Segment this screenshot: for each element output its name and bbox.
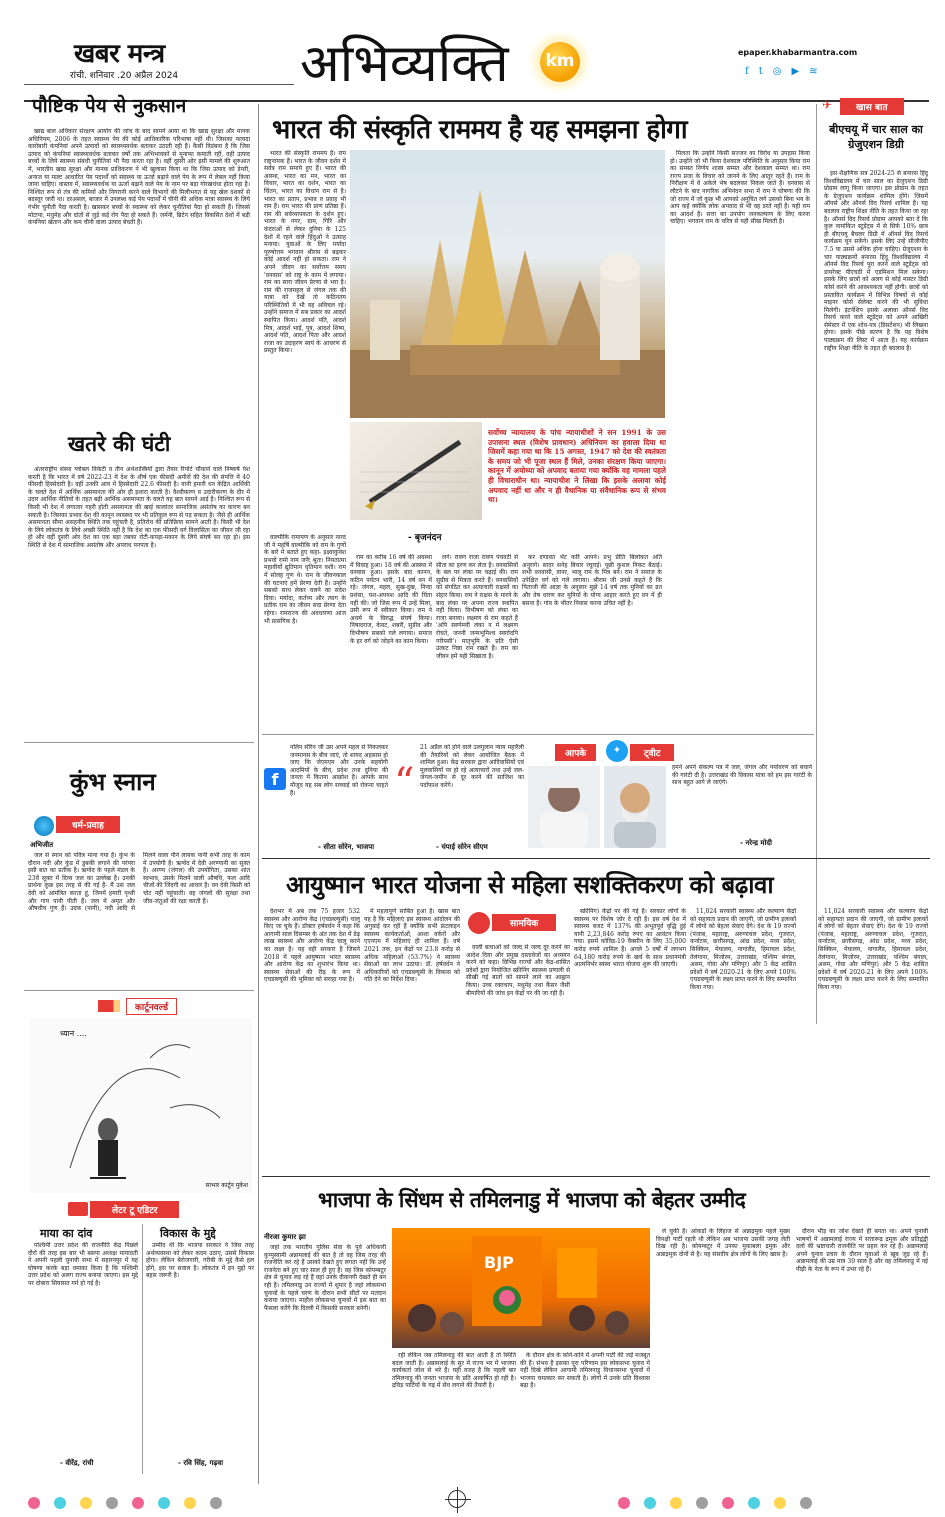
reg-dot — [618, 1497, 630, 1509]
main-pullquote — [488, 428, 666, 546]
plane-icon: ✈ — [822, 98, 833, 112]
champai-photo — [528, 766, 600, 848]
cartoon-credit: साभार कार्टून मुकेश — [205, 1182, 248, 1189]
reg-dot — [748, 1497, 760, 1509]
main-col4-text: लगे। रावण राजा रावण पंचवटी से सीता का हरण कर लेता है। वनवासियों के बल पर लंका पर चढ़ाई की। राम सुग्रीव से मित्रता करते हैं। वनवासियों को संगठित कर अत्याचारी राक्षसों का संहार किया। राम ने राक्षस के मारने के बाद लंका पर अपना राज्य स्थापित नहीं किया। विभीषण को लंका का राजा बनाया। लक्ष्मण से राम कहते हैं 'अपि स्वर्णमयी लंका न मे लक्ष्मण रोचते, जननी जन्मभूमिश्च स्वर्गादपि गरीयसी'। मातृभूमि के प्रति ऐसी उत्कट निष्ठा राम रखते हैं। राम का जीवन हमें यही सिखाता है। — [436, 554, 518, 660]
article2-text: अंतरराष्ट्रीय संस्था ग्लोबल विकेटी व तीन अर्थशास्त्रियों द्वारा तैयार रिपोर्ट चौंकाने वाले निष्कर्ष पेश करती है कि भारत में वर्ष 2022-23 में देश के शीर्ष एक फीसदी अमीरों की देश की संपत्ति में 40 फीसदी हिस्सेदारी है। वहीं उनकी आय में हिस्सेदारी 22.6 फीसदी है। यानी हमारी धन केंद्रित आर्थिकी के चलते देश में आर्थिक असमानता की ओर ही इशारा करती है। वैश्वीकरण व उदारीकरण के दौर में उदार आर्थिक नीतियों के तहत बढ़ी आर्थिक असमानता के चलते यह बात सामने आई है। निश्चित रूप से किसी भी देश में लगातार गहरी होती असमानता की खाई कालांतर सामाजिक असंतोष का कारण बन सकती है। जिसका प्रभाव देश की कानून व्यवस्था पर भी प्रतिकूल रूप से पड़ सकता है। जैसे ही आर्थिक असमानता सीमा असहनीय स्थिति तक पहुंचती है, प्रतिरोध की प्रतिक्रिया सामने आती है। किसी भी देश के लिये लोकतंत्र के लिये अच्छी स्थिति नहीं है कि देश का एक फीसदी वर्ग विलासिता का जीवन जी रहा हो और वहीं दूसरी ओर देश का एक बड़ा तबका रोटी-कपड़ा-मकान के लिये संघर्ष कर रहा हो। इस स्थिति से देश में सामाजिक असंतोष और अपराध पनपता है। — [28, 466, 250, 549]
twitter-icon[interactable]: t — [758, 66, 773, 77]
ayushman-col4-text: स्क्रीनिंग) केंद्रों पर की गई है। सरकार लोगों के स्वास्थ्य पर विशेष जोर दे रही है। इस वर्ष देश में स्वास्थ्य बजट में 137% की अभूतपूर्व वृद्धि हुई यानी 2,23,846 करोड़ रुपए का आवंटन किया गया। इसमें कोविड-19 वैक्सीन के लिए 35,000 करोड़ रुपये शामिल हैं। अगले 5 वर्षों में लगभग 64,180 करोड़ रुपये के खर्च के साथ प्रधानमंत्री आत्मनिर्भर स्वस्थ भारत योजना शुरू की जाएगी। — [574, 908, 686, 969]
main-col1-text: भारत की संस्कृति राममय है। राम राष्ट्रनायक हैं। भारत के जीवन दर्शन में सर्वत्र राम समाये हुए हैं। भारत की आस्था, भारत का मन, भारत का विचार, भारत का दर्शन, भारत का चिंतन, भारत का विधान राम से है। भारत का प्रताप, प्रभाव व प्रवाह भी राम हैं। राम भारत की प्राण प्रतिष्ठा हैं। राम की सर्वव्यापकता के दर्शन हुए। भारत के नगर, ग्राम, गिरि और कंदराओं से लेकर दुनिया के 125 देशों में रहने वाले हिंदुओं ने उत्साह मनाया। युवाओं के लिए मर्यादा पुरुषोत्तम भगवान श्रीराम से बढ़कर कोई आदर्श नहीं हो सकता। राम ने अपने जीवन का सर्वोत्तम समय 'वनवास' को राष्ट्र के काम में लगाया। राम का सारा जीवन प्रेरणा से भरा है। राम की राजमहल से जंगल तक की यात्रा को देखें तो कठिनतम परिस्थितियों में भी वह अविचल रहे। उन्होंने समाज में सब प्रकार का आदर्श स्थापित किया। आदर्श पति, आदर्श मित्र, आदर्श भाई, पुत्र, आदर्श शिष्य, आदर्श पति, आदर्श पिता और आदर्श राजा का उदाहरण स्वयं के आचरण से प्रस्तुत किया। — [264, 150, 346, 355]
main-col1b — [264, 534, 346, 714]
dateline: रांची. शनिवार .20 अप्रैल 2024 — [70, 71, 179, 81]
globe-icon — [34, 816, 54, 836]
samayik-tag: सामयिक — [492, 914, 556, 931]
main-col5 — [522, 554, 662, 714]
ayushman-col1-text: देशभर में अब तक 75 हजार 532 स्वास्थ्य और आरोग्य केंद्र (एचडब्ल्यूसी) चालू किए जा चुके हैं। डॉक्टर हर्षवर्धन ने कहा कि आगामी साल दिसम्बर के अंत तक देश में डेढ़ लाख स्वास्थ्य और आरोग्य केंद्र चालू करने का लक्ष्य है। यह वही सरकार है जिसने 2018 में पहले आयुष्मान भारत स्वास्थ्य और आरोग्य केंद्र का शुभारंभ किया था। स्वास्थ्य सेवाओं की रीढ़ के रूप में एचडब्ल्यूसी की भूमिका को सराहा गया है। — [264, 908, 360, 984]
main-col1 — [264, 150, 346, 530]
fb-quote — [290, 744, 388, 840]
letter2-body — [146, 1242, 254, 1452]
reg-dot — [722, 1497, 734, 1509]
cartoon-tag: कार्टूनवर्ल्ड — [126, 998, 177, 1015]
letter1-body — [28, 1242, 138, 1452]
bjp-col2 — [392, 1352, 516, 1480]
website-url[interactable]: epaper.khabarmantra.com — [738, 48, 858, 57]
bjp-col5 — [796, 1228, 928, 1480]
pen-illustration — [350, 422, 482, 520]
ayushman-col3-text: वाली बाधाओं को जल्द से जल्द दूर करने का आदेश दिया और प्रमुख दस्तावेजों का अध्ययन करने को कहा। विभिन्न राज्यों और केंद्र-शासित प्रदेशों द्वारा नियोजित स्क्रीनिंग स्वास्थ्य प्रणाली से सीखी गई बातों को सामने लाने का आह्वान किया। उच्च रक्तचाप, मधुमेह तथा कैंसर जैसी बीमारियों की जांच इन केंद्रों पर की जा रही है। — [466, 944, 570, 997]
tweet-label: ट्वीट — [630, 744, 674, 761]
letter1-signature: - वीरेंद्र, रांची — [60, 1458, 94, 1467]
temple-illustration — [350, 150, 665, 418]
khas-baat-body — [824, 170, 928, 1018]
modi-signature: - नरेन्द्र मोदी — [740, 838, 772, 847]
social-icons-row — [745, 66, 828, 77]
main-col1b-text: वाल्मीकि रामायण के अनुसार नारद जी ने महर्षि वाल्मीकि को राम के गुणों के बारे में बताते हुए कहा- इक्ष्वाकुवंश प्रभवो रामो नाम जनैः श्रुतः। नियतात्मा महावीर्यो द्युतिमान धृतिमान वशी। राम में सोलह गुण थे। राम के जीवनकाल की घटनाएं हमें प्रेरणा देती हैं। उन्होंने सबको साथ लेकर चलने का संदेश दिया। मर्यादा, कर्तव्य और त्याग के प्रतीक राम का जीवन सदा प्रेरणा देता रहेगा। रामराज्य की अवधारणा आज भी प्रासंगिक है। — [264, 534, 346, 625]
article2-body — [28, 466, 250, 732]
article1-body — [28, 128, 250, 428]
bjp-headline: भाजपा के सिंधम से तमिलनाडु में भाजपा को बेहतर उम्मीद — [318, 1188, 746, 1212]
section-title: अभिव्यक्ति — [300, 34, 509, 94]
main-col2-text: राम का करीब 16 वर्ष की अवस्था में विवाह हुआ। 18 वर्ष की अवस्था में वनवास हुआ। इसके बाद कानन, कठिन पर्यटन भारी, 14 वर्ष वन में रहे। जंगल, महल, सुख-दुख, निन्दा प्रशंसा, यश-अपयश आदि की चिंता नहीं की। जो जिस रूप में उन्हें मिला, उसी रूप में स्वीकार किया। राम ने अधर्म के विरुद्ध संघर्ष किया। निषादराज, केवट, शबरी, सुग्रीव और विभीषण सबको गले लगाया। समाज के हर वर्ग को जोड़ने का काम किया। — [350, 554, 432, 645]
fb-quote-text: नलिन सेरिन जी उस अपने महल से निकलकर जनमानस के बीच जाएं, तो शायद अहसास हो जाए कि जेएमएम और उनके सहयोगी आदमियों के बीच, प्रदेश तथा दुनिया की जनता में कितना आक्रोश है। आपके साथ मौजूद यह सब लोग सच्चाई को रोकना चाहते हैं। — [290, 744, 388, 797]
letter2-signature: - रवि सिंह, गढ़वा — [178, 1458, 224, 1467]
cartoon-panel — [30, 1018, 252, 1193]
facebook-icon[interactable]: f — [745, 66, 759, 77]
bjp-col3 — [520, 1352, 650, 1480]
reg-dot — [696, 1497, 708, 1509]
modi-quote — [672, 764, 812, 834]
article2-title: खतरे की घंटी — [68, 432, 171, 456]
cartoon-drawing — [30, 1018, 252, 1193]
reg-dot — [800, 1497, 812, 1509]
champai-quote — [420, 744, 524, 840]
khas-baat-title: बीएचयू में चार साल का ग्रेजुएशन डिग्री — [829, 123, 923, 151]
main-headline: भारत की संस्कृति राममय है यह समझना होगा — [272, 115, 688, 145]
reg-dot — [670, 1497, 682, 1509]
youtube-icon[interactable]: ▶ — [791, 66, 810, 77]
cartoon-pencil-icon — [98, 1000, 120, 1012]
reg-dot — [80, 1497, 92, 1509]
quote-mark-icon: “ — [394, 760, 415, 806]
modi-quote-text: हमने अपने संकल्प पत्र में जल, जंगल और पर्यावरण को बचाने की गारंटी दी है। उत्तराखंड की विकास यात्रा को हम इस गारंटी के साथ बहुत आगे ले जाएंगे। — [672, 764, 812, 787]
twitter-bird-icon: ✦ — [606, 740, 628, 762]
aapke-label: आपके — [555, 744, 596, 761]
khas-baat-text: इस शैक्षणिक सत्र 2024-25 से बनारस हिंदू विश्वविद्यालय में चार साल का ग्रेजुएशन डिग्री प्रोग्राम लागू किया जाएगा। इस प्रोग्राम के तहत के ग्रेजुएशन कार्यक्रम शामिल होंगे। जिसमें ऑनर्स और ऑनर्स विद रिसर्च शामिल है। यह बदलाव राष्ट्रीय शिक्षा नीति के तहत किया जा रहा है। ऑनर्स विद रिसर्च प्रोग्राम आपको बता दें कि कुल नामांकित स्टूडेंट्स में से सिर्फ 10% छात्र ही बीएचयू बैचलर डिग्री में ऑनर्स विद रिसर्च कार्यक्रम चुन सकेंगे। इसके लिए उन्हें सीजीपीए 7.5 या उससे अधिक होना चाहिए। ग्रेजुएशन के चार पाठ्यक्रमों बनारस हिंदू विश्वविद्यालय में ऑनर्स विद रिसर्च पूरा करने वाले स्टूडेंट्स को डायरेक्ट पीएचडी में एडमिशन मिल सकेगा। इसके लिए छात्रों को अलग से कोई मास्टर डिग्री कोर्स करने की आवश्यकता नहीं होगी। छात्रों को प्रस्तावित कार्यक्रम में विभिन्न विषयों से कोई माइनर कोर्स सेलेक्ट करने की भी सुविधा मिलेगी। इंटर्नशिप इसके अलावा ऑनर्स विद रिसर्च करने वाले स्टूडेंट्स को अपने आखिरी सेमेस्टर में एक शोध-पत्र (डिसर्टेशन) भी लिखना होगा। इसके पीछे कारण है कि यह विशेष पाठ्यक्रम की लिस्ट में आता है। यह कार्यक्रम राष्ट्रीय शिक्षा नीति के तहत ही बदलाव है। — [824, 170, 928, 352]
kumbh-text: जल से स्नान को पवित्र माना गया है। कुंभ के दौरान नदी और कुंड में डुबकी लगाने की परंपरा इसी बात का प्रतीक है। ऋग्वेद के पहले मंडल के 23वें सूक्त में दिव्य जल का उल्लेख है। उनकी प्रार्थना कुछ इस तरह से की गई है- मैं उस जल देवी को आमंत्रित करता हूं, जिनमें हमारी पृथ्वी और गाय पानी पीती हैं। जल में अमृत और औषधीय गुण हैं। उदक (पानी), नदी आदि से मिलने वाला पीने लायक पानी सभी तरह के काम में उपयोगी है। ऋग्वेद में देवी अरण्यानी का सूक्त है। अरण्य (जंगल) की उपयोगिता, उसका शांत स्वभाव, उसके मिलने वाली औषधि, फल आदि चीजों की जिंदगी का आधार है। वन देवी किसी को चोट नहीं पहुंचाती। वह जंगलों की सुरक्षा तथा जीव-जंतुओं की रक्षा करती हैं। — [28, 852, 250, 913]
letter1-title: माया का दांव — [40, 1227, 93, 1240]
bjp-col5-text: दौरान भीड़ का जोश देखते ही बनता था। अपने चुनावी भाषणों में अन्नामलाई राज्य में सत्तारूढ़ द्रमुक और प्रतिद्वंद्वी दलों की भ्रष्टाचारी राजनीति पर प्रहार कर रहे हैं। अन्नामलाई अपने चुनाव प्रचार के दौरान युवाओं से खूब जुड़ रहे हैं। अन्नामलाई की उम्र मात्र 39 साल है और वह तमिलनाडु में नई पीढ़ी के नेता के रूप में उभर रहे हैं। — [796, 1228, 928, 1273]
bjp-rally-photo — [392, 1228, 650, 1348]
ayushman-col5-text: 11,024 सरकारी स्वास्थ्य और कल्याण केंद्रों को सहायता प्रदान की जाएगी, जो ग्रामीण इलाकों में लोगों को बेहतर सेवाएं देंगे। देश के 19 राज्यों (पंजाब, महाराष्ट्र, अरुणाचल प्रदेश, गुजरात, कर्नाटक, छत्तीसगढ़, आंध्र प्रदेश, मध्य प्रदेश, सिक्किम, मेघालय, नागालैंड, हिमाचल प्रदेश, तेलंगाना, मिजोरम, उत्तराखंड, पश्चिम बंगाल, असम, गोवा और मणिपुर) और 5 केंद्र शासित प्रदेशों में वर्ष 2020-21 के लिए अपने 100% एचडब्ल्यूसी के लक्ष्य प्राप्त करने के लिए सम्मानित किया गया। — [690, 908, 796, 991]
fb-signature: - सीता सोरेन, भाजपा — [318, 842, 375, 851]
km-logo-letters: km — [545, 51, 575, 71]
svg-text:BJP: BJP — [484, 1253, 514, 1272]
bjp-rally-illustration — [392, 1228, 650, 1348]
ayushman-col2 — [364, 908, 460, 1168]
bjp-col2-text: रही लेकिन जब तमिलनाडु की बात आती है तो स्थिति बदल जाती है। अन्नामलाई के सुर में राज्य भर में भाजपा कार्यकर्ता जोश से भरे हैं। यही वजह है कि पहली बार तमिलनाडु की जनता भाजपा के प्रति आकर्षित हो रही है। द्रविड़ पार्टियों के गढ़ में सेंध लगाने की तैयारी है। — [392, 1352, 516, 1390]
main-pullquote-text: सर्वोच्च न्यायालय के पांच न्यायाधीशों ने सन 1991 के उस उपासना स्थल (विशेष प्रावधान) अधिनियम का हवाला दिया था जिसमें कहा गया था कि 15 अगस्त, 1947 को देश की स्वतंत्रता के समय जो भी पूजा स्थल हैं मिले, उनका संरक्षण किया जाएगा। कानून में अयोध्या को अपवाद बताया गया क्योंकि वह मामला पहले ही विचाराधीन था। न्यायाधीश ने लिखा कि इसके अलावा कोई अपवाद नहीं था और न ही वैधानिक या संवैधानिक रूप से संभव था। — [488, 428, 666, 505]
ayushman-col2-text: में महत्वपूर्ण साबित हुआ है। खास बात यह है कि महिलाएं इस स्वास्थ्य आंदोलन की अगुवाई कर रही हैं क्योंकि सभी फ्रंटलाइन स्वास्थ्य कार्यकर्ताओं, आशा वर्करों और एएनएम में महिलाएं ही शामिल हैं। वर्ष 2021 तक, इन केंद्रों पर 23.8 करोड़ से अधिक महिलाओं (53.7%) ने स्वास्थ्य सेवाओं का लाभ उठाया। डॉ. हर्षवर्धन ने अधिकारियों को एचडब्ल्यूसी के विकास को गति देने का निर्देश दिया। — [364, 908, 460, 984]
champai-quote-text: 21 अप्रैल को होने वाले उलगुलान न्याय महारैली की तैयारियों को लेकर आयोजित बैठक में शामिल हुआ। केंद्र सरकार द्वारा आदिवासियों एवं मूलवासियों पर हो रहे अत्याचारों तथा उन्हें जल-जंगल-जमीन से दूर करने की साजिश का पर्दाफाश करेंगे। — [420, 744, 524, 789]
ayushman-col5 — [690, 908, 796, 1168]
bjp-col3-text: के दौरान क्षेत्र के कोने-कोने में अपनी पार्टी की जड़ें मजबूत की हैं। संभव है इसका पूरा परिणाम इस लोकसभा चुनाव में नहीं दिखे लेकिन आगामी तमिलनाडु विधानसभा चुनावों में भाजपा चमत्कार कर सकती है। लोगों में उनके प्रति विश्वास बढ़ा है। — [520, 1352, 650, 1390]
reg-dot — [132, 1497, 144, 1509]
reg-dot — [184, 1497, 196, 1509]
modi-photo — [604, 766, 666, 848]
main-col3 — [670, 150, 810, 710]
bjp-col1 — [264, 1244, 386, 1480]
kumbh-title: कुंभ स्नान — [70, 768, 156, 796]
main-col2 — [350, 554, 432, 714]
bjp-byline: नीरजा कुमार झा — [264, 1232, 306, 1241]
kumbh-byline: अभिजीत — [30, 840, 54, 849]
reg-dot — [28, 1497, 40, 1509]
temple-photo — [350, 150, 665, 418]
crosshair-icon — [448, 1490, 466, 1508]
khas-baat-tag: खास बात — [840, 98, 904, 115]
letter2-title: विकास के मुद्दे — [160, 1227, 216, 1240]
facebook-logo-icon: f — [264, 768, 286, 790]
registration-dots-left — [28, 1494, 236, 1513]
samayik-icon — [468, 912, 490, 934]
wifi-icon[interactable]: ≋ — [809, 66, 828, 77]
ayushman-col3 — [466, 944, 570, 1168]
reg-dot — [210, 1497, 222, 1509]
reg-dot — [158, 1497, 170, 1509]
main-col3-text: मिलता कि उन्होंने किसी सज्जन का विरोध या उपहास किया हो। उन्होंने जो भी किया देशकाल परिस्थिति के अनुसार किया राम का समस्त निर्णय शास्त्र सम्मत और देशकाल सम्मत था। राम राज्य प्रजा के विचार को जानने के लिए आतुर रहते हैं। राम के निरीक्षण में वे अकेले भेष बदलकर निकल जाते हैं। वनवास से लौटने के बाद नागरिक अभिनंदन सभा में राम ने घोषणा की कि जो राज्य में जो कुछ भी आपको अनुचित लगे उसको बिना भय के आप कहें क्योंकि लोक अपवाद से भी वह डरते नहीं हैं। यही राम का आदर्श है। सत्ता का उपयोग जनकल्याण के लिए करना चाहिए। भगवान राम के चरित्र से यही सीख मिलती है। — [670, 150, 810, 226]
ayushman-col1 — [264, 908, 360, 1168]
reg-dot — [774, 1497, 786, 1509]
main-col4 — [436, 554, 518, 714]
champai-signature: - चंपाई सोरेन सीएम — [436, 842, 488, 851]
reg-dot — [54, 1497, 66, 1509]
kumbh-tag: धर्म-प्रवाह — [56, 816, 120, 833]
registration-dots-right — [618, 1494, 812, 1513]
ayushman-headline: आयुष्मान भारत योजना से महिला सशक्तिकरण को बढ़ावा — [286, 871, 774, 899]
letter1-text: पश्चिमी उत्तर प्रदेश की राजनीति केंद्र पिछले दौरों की तरह इस बार भी बसपा अध्यक्ष मायावती ने अपनी पहली चुनावी सभा में सहारनपुर में यह घोषणा करके बड़ा धमाका किया है कि पश्चिमी उत्तर प्रदेश को अलग राज्य बनाया जाएगा। इस मुद्दे पर दोबारा सियासत गर्म हो गई है। — [28, 1242, 138, 1287]
ayushman-col4 — [574, 908, 686, 1168]
letters-tag: लेटर टू एडिटर — [90, 1201, 179, 1218]
ayushman-col6 — [818, 908, 928, 1168]
reg-dot — [106, 1497, 118, 1509]
bjp-col1-text: जहां तक भारतीय पुलिस सेवा के पूर्व अधिकारी कुप्पुस्वामी अन्नामलाई की बात है तो वह जिस तरह की राजनीति कर रहे हैं उसको देखते हुए लगता नहीं कि उन्हें राजनेता बने हुए चार साल ही हुए हैं। वह जिस कोयम्बटूर क्षेत्र से चुनाव लड़ रहे हैं वहां उनके दीवानगी देखते ही बन रही है। तमिलनाडु उन राज्यों में शुमार है जहां लोकसभा चुनावों के पहले चरण के दौरान सभी सीटों पर मतदान कराया जाएगा। माहौल लोकसभा चुनावों में इस बात का फैसला करेंगे कि दिल्ली में किसकी सरकार बनेगी। — [264, 1244, 386, 1312]
paper-name: खबर मन्त्र — [74, 39, 165, 69]
bjp-col4-text: ले चुकी है। आंकड़ों के लिहाज से अन्नाद्रमुक पहले मुख्य विपक्षी पार्टी रहती थी लेकिन अब भाजपा उसकी जगह लेती दिख रही है। कोयम्बटूर में उनका मुकाबला द्रमुक और अन्नाद्रमुक दोनों से है। यह संसदीय क्षेत्र लोगों के लिए खास है। — [656, 1228, 790, 1258]
letter-icon — [68, 1202, 88, 1216]
bjp-col4 — [656, 1228, 790, 1480]
article1-text: खाद्य बाल अधिकार संरक्षण आयोग की जांच के बाद सामने आया था कि खाद्य सुरक्षा और मानक अधिनियम, 2006 के तहत स्वास्थ्य पेय की कोई आधिकारिक परिभाषा नहीं थी। जिसका फायदा कारोबारी कंपनियां अपने उत्पादों को स्वास्थ्यवर्धक बताकर उठाती रही हैं। कैसी विडंबना है कि जिस उत्पाद को कंपनियां स्वास्थ्यवर्धक बताकर वर्षों तक अभिभावकों से मुनाफा कमाती रहीं, वही उत्पाद बच्चों के लिये स्वास्थ्य संबंधी चुनौतियां भी पैदा करता रहा है। वहीं दूसरी ओर इसी मामले की शुरुआत में, भारतीय खाद्य सुरक्षा और मानक प्राधिकरण ने भी खुलासा किया था कि जिस उत्पाद को डेयरी, अनाज या माल्ट आधारित पेय पदार्थों को स्वास्थ्य या ऊर्जा बढ़ाने वाले पेय के रूप में लेबल नहीं किया जाना चाहिए। वास्तव में, स्वास्थ्यवर्धक या ऊर्जा बढ़ाने वाले पेय के नाम पर बड़ा गोरखधंधा होता रहा है। निश्चित रूप से तंत्र की कमियों और निगरानी करने वाले विभागों की मिलीभगत से यह खेल दशकों से बदस्तूर जारी था। दरअसल, बाजार में उपलब्ध कई पेय पदार्थों में चीनी की अधिक मात्रा स्वास्थ्य के लिये गंभीर चुनौती पैदा करती है। खासकर बच्चों के स्वास्थ्य को लेकर चुनौतियां पैदा हो सकती हैं। जिससे मोटापा, मधुमेह और दांतों से जुड़े कई रोग पैदा हो सकते हैं। जर्मनी, ब्रिटेन सहित विकसित देशों में बड़ी कंपनियां खेतान और कम चीनी वाला उत्पाद बेचती हैं। — [28, 128, 250, 227]
letter2-text: उम्मीद थी कि भाजपा सरकार ने जिस तरह अर्थव्यवस्था को लेकर कदम उठाए, उससे विकास होगा। लेकिन बेरोजगारी, गरीबी के मुद्दे कैसे हल होंगे, इस पर सवाल है। लोकतंत्र में इन मुद्दों पर बहस जरूरी है। — [146, 1242, 254, 1280]
article1-title: पौष्टिक पेय से नुकसान — [32, 95, 187, 117]
km-logo — [540, 42, 580, 82]
reg-dot — [644, 1497, 656, 1509]
main-col5-text: कर दण्डवत भेंट करि आपने। प्रभु प्रीति बिलोकत अति अनुरागे। सादर सनेह बिचार रघुराई। पूछी कुशल निकट बैठाई। सभी वनवासी, वानर, भालू राम के मित्र बने। राम ने समाज के उपेक्षित वर्ग को गले लगाया। श्रीराम जी उनसे कहते हैं कि पिताजी की आज्ञा के अनुसार मुझे 14 वर्ष तक मुनियों का व्रत और वेष धारण कर मुनियों के योग्य आहार करते हुए वन में ही बसना है। गांव के भीतर निवास करना उचित नहीं है। — [522, 554, 662, 607]
kumbh-body — [28, 852, 250, 984]
main-byline: - बृजनंदन — [408, 533, 442, 543]
pen-photo — [350, 422, 482, 520]
cartoon-caption: ध्यान .... — [60, 1029, 87, 1038]
ayushman-col6-text: 11,024 सरकारी स्वास्थ्य और कल्याण केंद्रों को सहायता प्रदान की जाएगी, जो ग्रामीण इलाकों में लोगों को बेहतर सेवाएं देंगे। देश के 19 राज्यों (पंजाब, महाराष्ट्र, अरुणाचल प्रदेश, गुजरात, कर्नाटक, छत्तीसगढ़, आंध्र प्रदेश, मध्य प्रदेश, सिक्किम, मेघालय, नागालैंड, हिमाचल प्रदेश, तेलंगाना, मिजोरम, उत्तराखंड, पश्चिम बंगाल, असम, गोवा और मणिपुर) और 5 केंद्र शासित प्रदेशों में वर्ष 2020-21 के लिए अपने 100% एचडब्ल्यूसी के लक्ष्य प्राप्त करने के लिए सम्मानित किया गया। — [818, 908, 928, 991]
instagram-icon[interactable]: ◎ — [772, 66, 792, 77]
